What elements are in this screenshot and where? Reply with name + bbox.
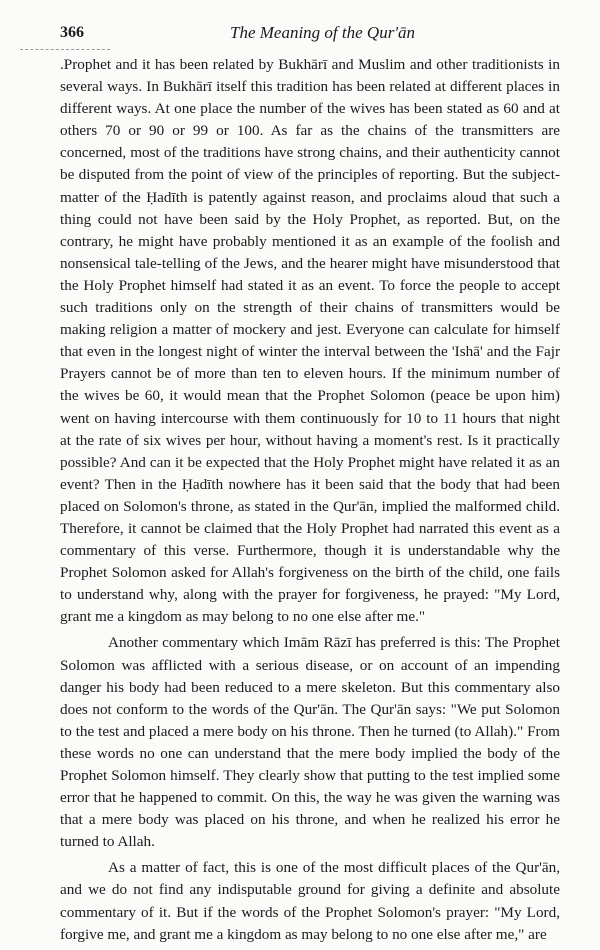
paragraph-1: .Prophet and it has been related by Bukhārī and Muslim and other traditionists in several ways. In Bukhārī itself this tradition has been related at different places in different ways. At one place the number of the wives has been stated as 60 and at others 70 or 90 or 99 or 100. As far as the chains of the transmitters are concerned, most of the traditions have strong chains, and their authenticity cannot be disputed from the point of view of the principles of reporting. But the subject-matter of the Ḥadīth is patently against reason, and proclaims aloud that such a thing could not have been said by the Holy Prophet, as reported. But, on the contrary, he might have probably mentioned it as an example of the foolish and nonsensical tale-telling of the Jews, and the hearer might have misunderstood that the Holy Prophet himself had stated it as an event. To force the people to accept such traditions only on the strength of their chains of transmitters would be making religion a matter of mockery and jest. Everyone can calculate for himself that even in the longest night of winter the interval between the 'Ishā' and the Fajr Prayers cannot be of more than ten to eleven hours. If the minimum number of the wives be 60, it would mean that the Prophet Solomon (peace be upon him) went on having intercourse with them continuously for 10 to 11 hours that night at the rate of six wives per hour, without having a moment's rest. Is it practically possible? And can it be expected that the Holy Prophet might have related it as an event? Then in the Ḥadīth nowhere has it been said that the body that had been placed on Solomon's throne, as stated in the Qur'ān, implied the malformed child. Therefore, it cannot be claimed that the Holy Prophet had narrated this event as a commentary of this verse. Furthermore, though it is understandable why the Prophet Solomon asked for Allah's forgiveness on the birth of the child, one fails to understand why, along with the prayer for forgiveness, he prayed: "My Lord, grant me a kingdom as may belong to no one else after me." <box>60 56 560 626</box>
running-head: The Meaning of the Qur'ān <box>230 23 415 42</box>
header-divider <box>20 49 110 50</box>
paragraph-3: As a matter of fact, this is one of the most difficult places of the Qur'ān, and we do not find any indisputable ground for giving a definite and absolute commentary of it. But if the words of the Prophet Solomon's prayer: "My Lord, forgive me, and grant me a kingdom as may belong to no one else after me," are <box>60 859 560 943</box>
body-text <box>60 54 560 950</box>
page-number: 366 <box>60 24 84 41</box>
paragraph-2: Another commentary which Imām Rāzī has preferred is this: The Prophet Solomon was afflicted with a serious disease, or on account of an impending danger his body had been reduced to a mere skeleton. But this commentary also does not conform to the words of the Qur'ān. The Qur'ān says: "We put Solomon to the test and placed a mere body on his throne. Then he turned (to Allah)." From these words no one can understand that the mere body implied the body of the Prophet Solomon himself. They clearly show that putting to the test implied some error that he happened to commit. On this, the way he was given the warning was that a mere body was placed on his throne, and when he realized his error he turned to Allah. <box>60 634 560 851</box>
